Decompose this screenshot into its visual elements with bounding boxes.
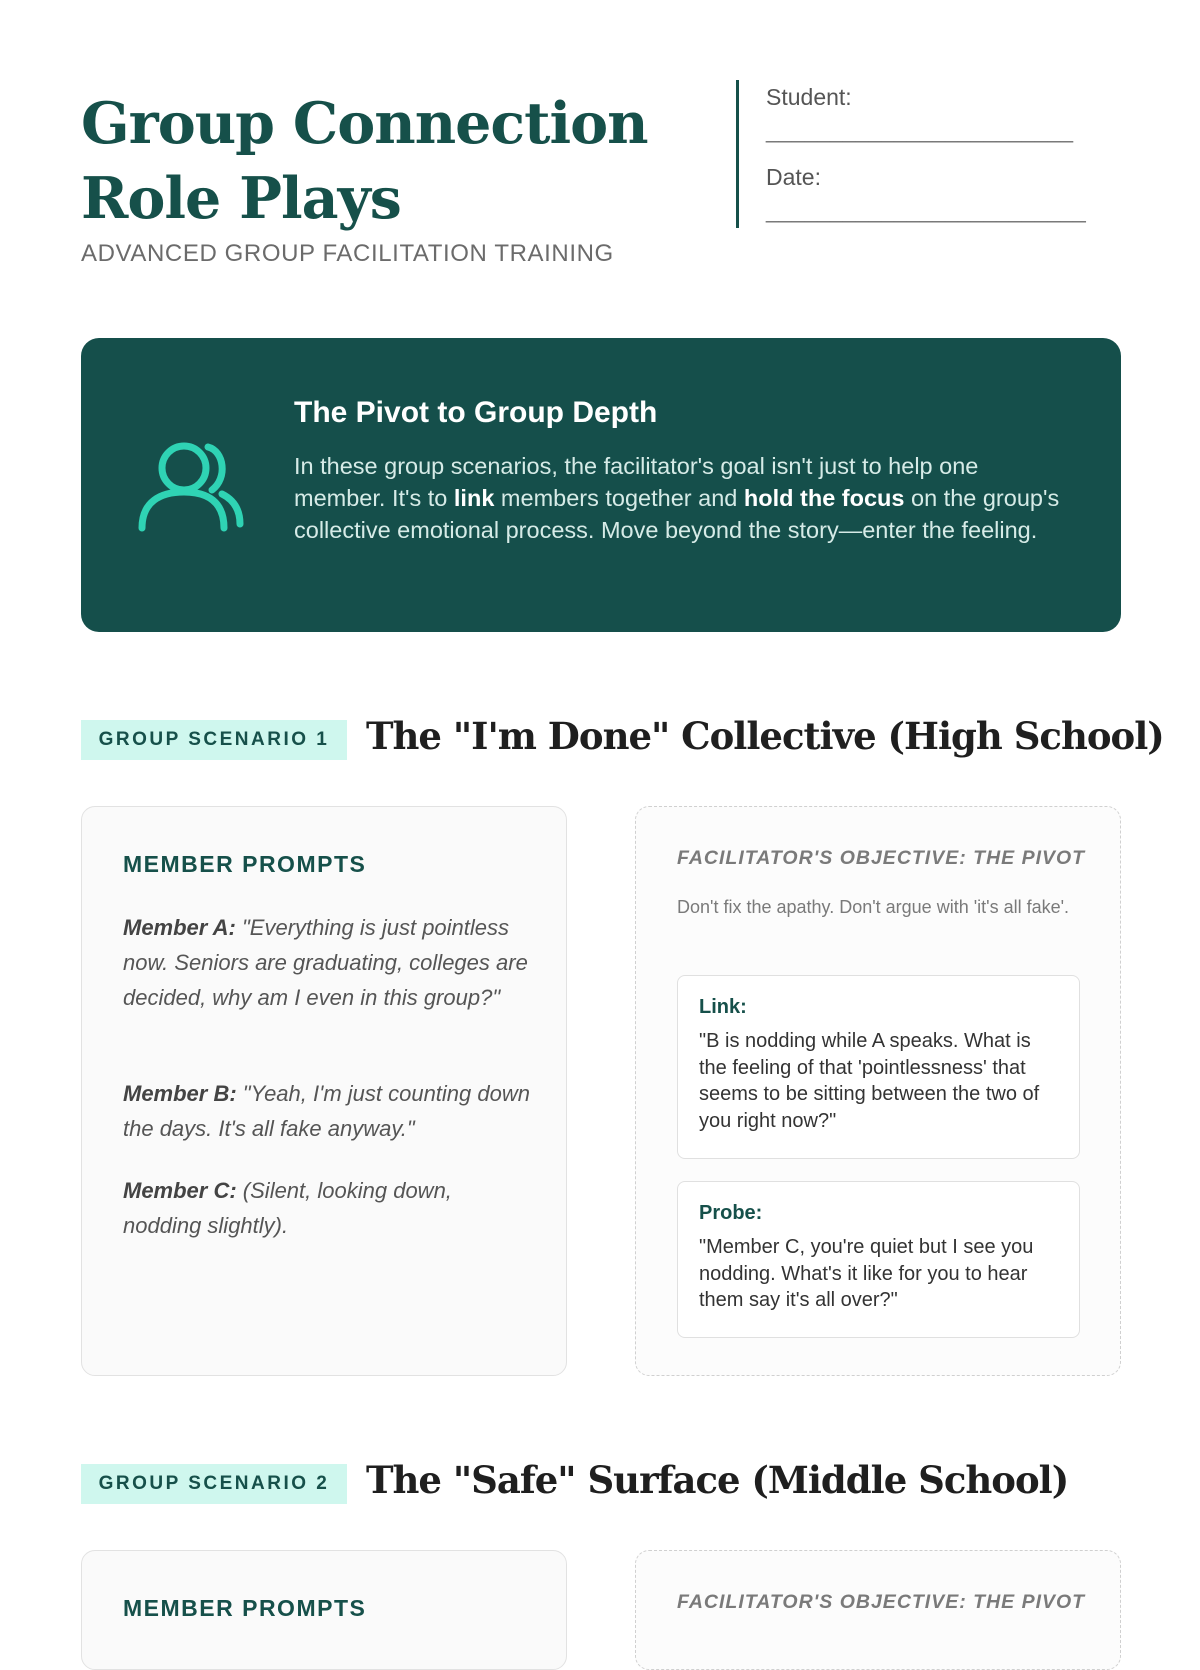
link-text: "B is nodding while A speaks. What is the feeling of that 'pointlessness' that seems to be sitting between the two of you right now?"	[699, 1030, 1040, 1132]
objective-heading: FACILITATOR'S OBJECTIVE: THE PIVOT	[677, 847, 1086, 869]
date-label: Date:	[766, 164, 821, 190]
page-header	[81, 80, 1121, 280]
member-c-prompt: Member C: (Silent, looking down, nodding slightly).	[123, 1178, 452, 1238]
link-move-box	[677, 975, 1080, 1159]
scenario-2-badge: GROUP SCENARIO 2	[81, 1464, 347, 1504]
banner-bold-focus: hold the focus	[743, 485, 905, 511]
probe-label: Probe:	[699, 1202, 763, 1224]
scenario-2-prompts-card	[81, 1550, 567, 1670]
scenario-2-objective-card	[635, 1550, 1121, 1670]
scenario-1-objective-card	[635, 806, 1121, 1376]
users-icon	[136, 438, 246, 538]
page-subtitle: ADVANCED GROUP FACILITATION TRAINING	[81, 240, 614, 267]
scenario-2-header	[81, 1458, 1121, 1508]
scenario-2-title: The "Safe" Surface (Middle School)	[366, 1458, 1069, 1502]
member-b-prompt: Member B: "Yeah, I'm just counting down the days. It's all fake anyway."	[123, 1081, 530, 1141]
prompts-heading: MEMBER PROMPTS	[123, 851, 367, 877]
banner-text: In these group scenarios, the facilitator's goal isn't just to help one member. It's to link members together and hold the focus on the group's collective emotional process. Move beyond the story—enter the feeling.	[294, 453, 1060, 543]
objective-description: Don't fix the apathy. Don't argue with 'it's all fake'.	[677, 897, 1070, 917]
student-label: Student:	[766, 84, 852, 110]
banner-bold-link: link	[453, 485, 495, 511]
student-field[interactable]	[766, 84, 1073, 144]
link-label: Link:	[699, 996, 747, 1018]
banner-title: The Pivot to Group Depth	[294, 396, 658, 429]
probe-move-box	[677, 1181, 1080, 1338]
page-title: Group Connection Role Plays	[81, 90, 648, 232]
header-divider	[736, 80, 739, 228]
member-a-prompt: Member A: "Everything is just pointless now. Seniors are graduating, colleges are decided, why am I even in this group?"	[123, 915, 528, 1010]
scenario-1-prompts-card	[81, 806, 567, 1376]
scenario-1-header	[81, 714, 1164, 764]
student-line[interactable]: ________________________	[766, 117, 1073, 143]
scenario-1-badge: GROUP SCENARIO 1	[81, 720, 347, 760]
prompts-heading: MEMBER PROMPTS	[123, 1595, 367, 1621]
probe-text: "Member C, you're quiet but I see you nodding. What's it like for you to hear them say it's all over?"	[699, 1236, 1034, 1311]
date-line[interactable]: _________________________	[766, 197, 1086, 223]
objective-heading: FACILITATOR'S OBJECTIVE: THE PIVOT	[677, 1591, 1086, 1613]
date-field[interactable]	[766, 164, 1086, 224]
intro-banner	[81, 338, 1121, 632]
scenario-1-title: The "I'm Done" Collective (High School)	[366, 714, 1164, 758]
